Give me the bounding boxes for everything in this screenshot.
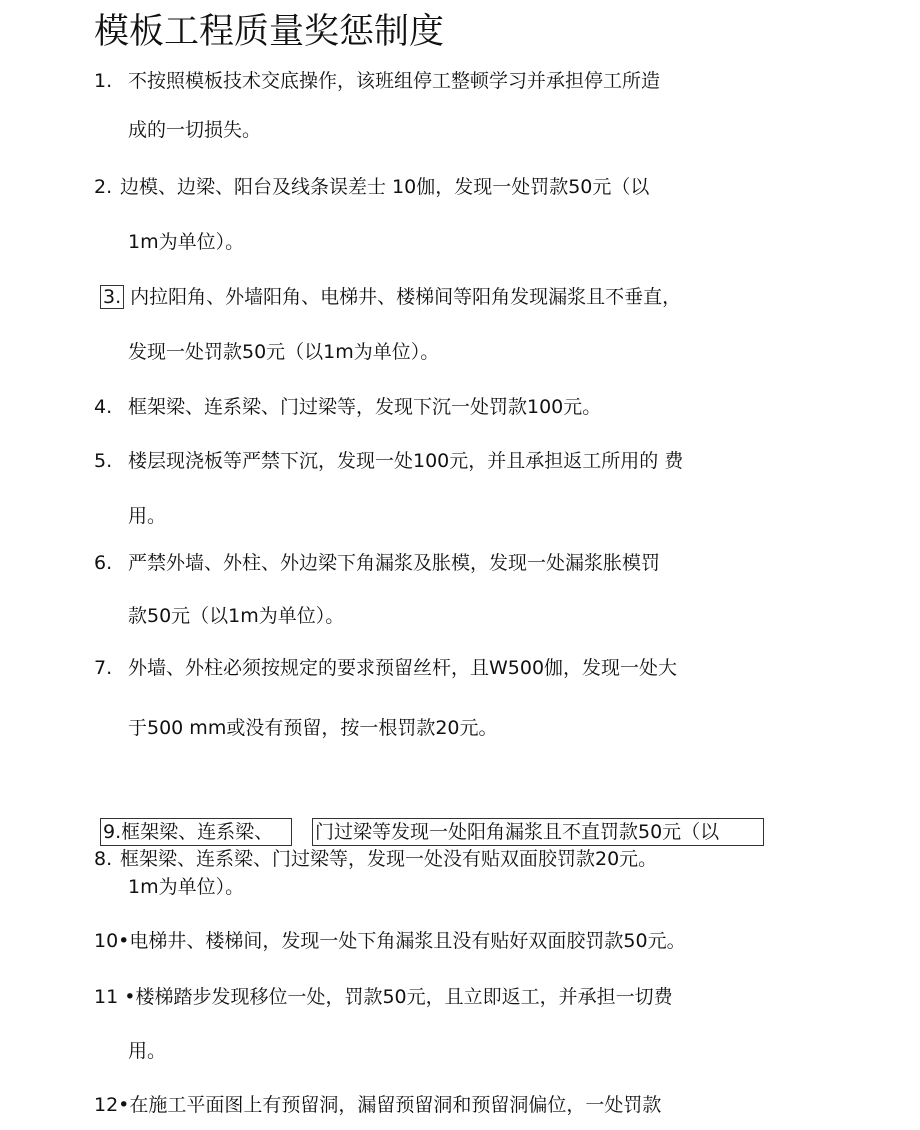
item-text: 内拉阳角、外墙阳角、电梯井、楼梯间等阳角发现漏浆且不垂直， [130,286,682,308]
item-text: 不按照模板技术交底操作，该班组停工整顿学习并承担停工所造 [128,70,661,92]
item-number: 10• [94,930,130,952]
item-6 [94,550,660,576]
item-5-continuation: 用。 [128,505,167,527]
item-text: 框架梁、连系梁、门过梁等，发现下沉一处罚款100元。 [128,396,602,418]
item-number: 3. [100,285,124,309]
item-10 [94,928,686,954]
item-text: 框架梁、连系梁、 [121,821,274,843]
item-text: 楼层现浇板等严禁下沉，发现一处100元，并且承担返工所用的 费 [128,450,684,472]
item-number: 11 • [94,986,136,1008]
item-9-box-left [100,818,292,846]
item-text: 外墙、外柱必须按规定的要求预留丝杆，且W500伽，发现一处大 [128,657,678,679]
item-number: 8. [94,848,113,870]
item-2-continuation: 1m为单位）。 [128,231,245,253]
item-4 [94,394,601,420]
item-11 [94,984,673,1010]
item-9-box-right: 门过梁等发现一处阳角漏浆且不直罚款50元（以 [312,818,764,846]
item-7-continuation: 于500 mm或没有预留，按一根罚款20元。 [128,717,498,739]
item-number: 12• [94,1094,130,1116]
item-1 [94,68,660,94]
item-number: 9. [103,821,122,843]
item-text: 框架梁、连系梁、门过梁等，发现一处没有贴双面胶罚款20元。 [120,848,658,870]
item-number: 7. [94,657,113,679]
item-2 [94,174,649,200]
item-1-continuation: 成的一切损失。 [128,119,262,141]
item-text: 严禁外墙、外柱、外边梁下角漏浆及胀模，发现一处漏浆胀模罚 [128,552,661,574]
item-6-continuation: 款50元（以1m为单位）。 [128,605,345,627]
item-text: 在施工平面图上有预留洞，漏留预留洞和预留洞偏位，一处罚款 [129,1094,662,1116]
item-text: 电梯井、楼梯间，发现一处下角漏浆且没有贴好双面胶罚款50元。 [129,930,686,952]
item-number: 2. [94,176,113,198]
item-number: 4. [94,396,113,418]
item-8 [94,846,657,872]
item-8-continuation: 1m为单位）。 [128,876,245,898]
item-number: 1. [94,70,113,92]
item-11-continuation: 用。 [128,1040,167,1062]
item-3 [100,284,681,310]
item-3-continuation: 发现一处罚款50元（以1m为单位）。 [128,341,440,363]
item-12 [94,1092,661,1118]
item-text: 楼梯踏步发现移位一处，罚款50元，且立即返工，并承担一切费 [135,986,673,1008]
item-5 [94,448,683,474]
item-number: 6. [94,552,113,574]
item-text: 边模、边梁、阳台及线条误差士 10伽，发现一处罚款50元（以 [120,176,650,198]
document-title: 模板工程质量奖惩制度 [94,12,445,52]
item-number: 5. [94,450,113,472]
item-7 [94,655,677,681]
